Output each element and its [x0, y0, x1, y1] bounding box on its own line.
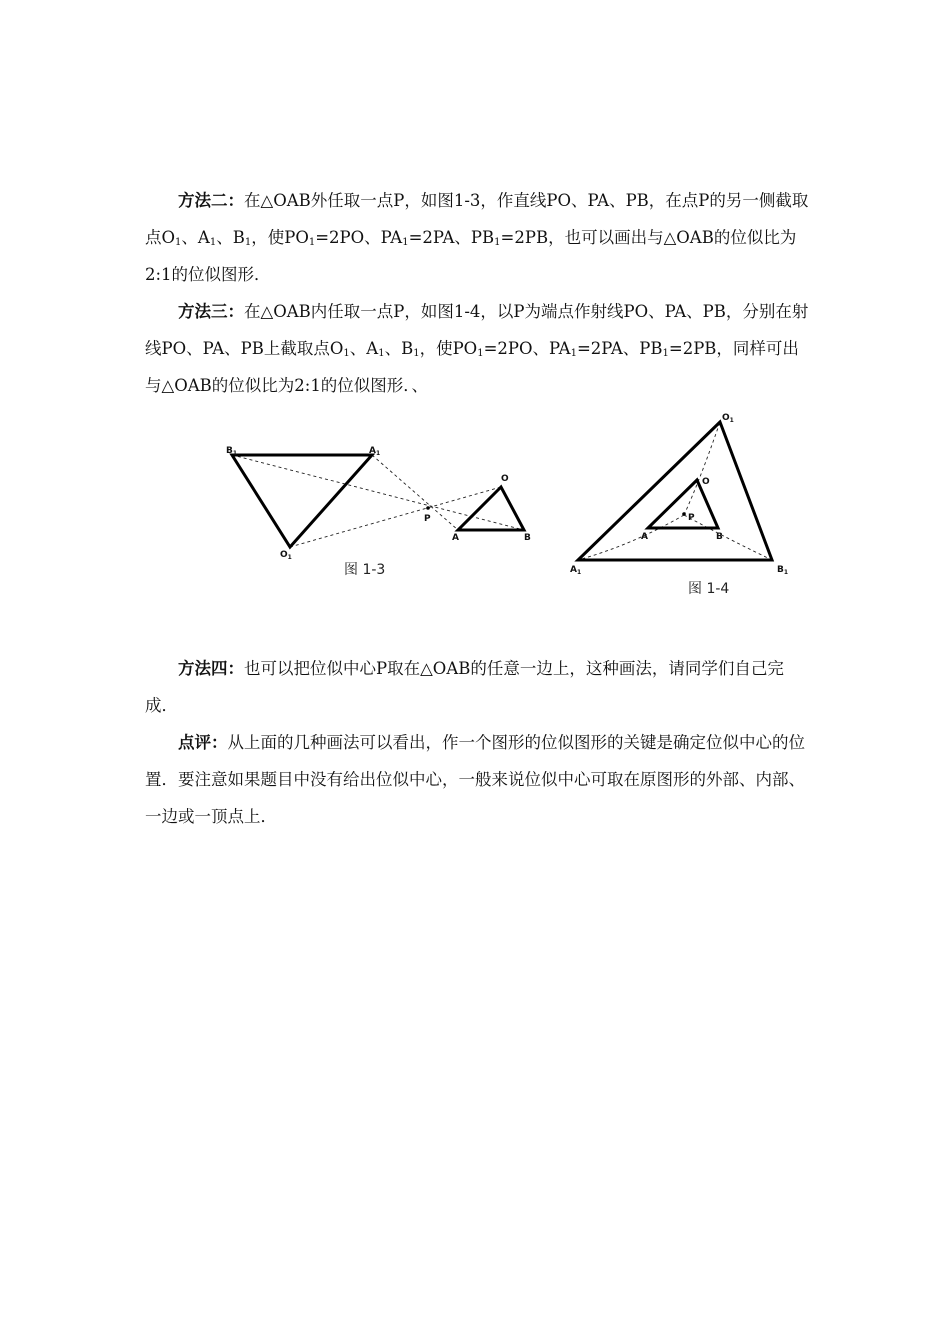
figure-1-4-diagram: [565, 410, 800, 602]
figure-1-3-diagram: [220, 440, 550, 585]
method-two-paragraph: 方法二：在△OAB外任取一点P，如图1-3，作直线PO、PA、PB，在点P的另一侧截取点$O_1$、$A_1$、$B_1$，使$PO_1=2PO$、$PA_1=2PA$、$PB_1=2PB$，也可以画出与△OAB的位似比为2:1的位似图形．: [145, 191, 809, 284]
svg-text:A1: $A_1$: [369, 446, 381, 457]
comment-paragraph: 点评：从上面的几种画法可以看出，作一个图形的位似图形的关键是确定位似中心的位置．要注意如果题目中没有给出位似中心，一般来说位似中心可取在原图形的外部、内部、一边或一顶点上．: [145, 733, 805, 826]
method-three-label: 方法三：: [178, 302, 244, 321]
figure-1-3-caption: 图 1-3: [344, 562, 386, 578]
svg-text:P: P: [688, 513, 695, 523]
svg-text:O: O: [501, 474, 509, 484]
svg-text:A1: $A_1$: [570, 565, 582, 576]
svg-text:O: O: [702, 477, 710, 487]
method-four-paragraph: 方法四：也可以把位似中心P取在△OAB的任意一边上，这种画法，请同学们自己完成．: [145, 659, 784, 715]
svg-text:P: P: [424, 514, 431, 524]
svg-text:O1: $O_1$: [722, 413, 734, 424]
figure-1-4: [565, 410, 800, 602]
figure-1-3: [220, 440, 550, 585]
svg-text:A: A: [452, 533, 459, 543]
svg-text:B1: $B_1$: [777, 565, 789, 576]
svg-text:O1: $O_1$: [280, 550, 292, 561]
method-four-label: 方法四：: [178, 659, 244, 678]
method-three-paragraph: 方法三：在△OAB内任取一点P，如图1-4，以P为端点作射线PO、PA、PB，分别在射线PO、PA、PB上截取点$O_1$、$A_1$、$B_1$，使$PO_1=2PO$、$PA_1=2PA$、$PB_1=2PB$，同样可出与△OAB的位似比为2:1的位似图形．、: [145, 302, 809, 395]
svg-text:B1: $B_1$: [226, 446, 238, 457]
comment-label: 点评：: [178, 733, 228, 752]
figure-1-4-caption: 图 1-4: [688, 581, 730, 597]
svg-text:B: B: [716, 532, 723, 542]
svg-text:A: A: [641, 532, 648, 542]
method-two-label: 方法二：: [178, 191, 244, 210]
svg-text:B: B: [524, 533, 531, 543]
